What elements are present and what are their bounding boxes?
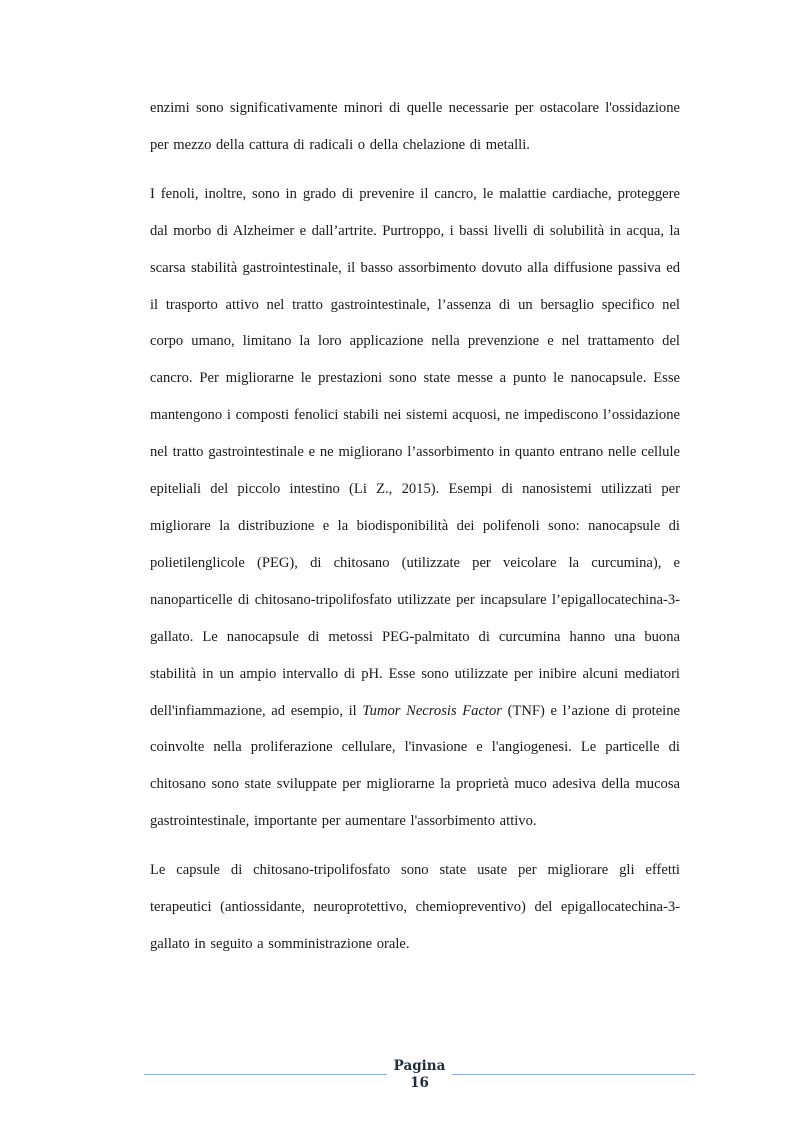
page-number: 16 [410, 1075, 429, 1091]
document-body [150, 90, 680, 975]
text-segment: (TNF) e l’azione di proteine coinvolte nella proliferazione cellulare, l'invasione e l'angiogenesi. Le particelle di chitosano sono state sviluppate per migliorarne la proprietà muco adesiva della mucosa gastrointestinale, importante per aumentare l'assorbimento attivo. [150, 702, 680, 830]
text-segment: enzimi sono significativamente minori di quelle necessarie per ostacolare l'ossidazione per mezzo della cattura di radicali o della chelazione di metalli. [150, 100, 680, 153]
paragraph-1 [150, 90, 680, 164]
page-label-text: Pagina [393, 1058, 446, 1074]
paragraph-3 [150, 852, 680, 963]
page-number-label [387, 1058, 452, 1092]
footer-rule-left [144, 1074, 387, 1075]
page-footer [144, 1058, 695, 1098]
footer-rule-right [452, 1074, 695, 1075]
italic-term: Tumor Necrosis Factor [362, 702, 502, 719]
paragraph-2 [150, 176, 680, 840]
text-segment: Le capsule di chitosano-tripolifosfato sono state usate per migliorare gli effetti terapeutici (antiossidante, neuroprotettivo, chemiopreventivo) del epigallocatechina-3-gallato in seguito a somministrazione orale. [150, 862, 680, 952]
text-segment: I fenoli, inoltre, sono in grado di prevenire il cancro, le malattie cardiache, proteggere dal morbo di Alzheimer e dall’artrite. Purtroppo, i bassi livelli di solubilità in acqua, la scarsa stabilità gastrointestinale, il basso assorbimento dovuto alla diffusione passiva ed il trasporto attivo nel tratto gastrointestinale, l’assenza di un bersaglio specifico nel corpo umano, limitano la loro applicazione nella prevenzione e nel trattamento del cancro. Per migliorarne le prestazioni sono state messe a punto le nanocapsule. Esse mantengono i composti fenolici stabili nei sistemi acquosi, ne impediscono l’ossidazione nel tratto gastrointestinale e ne migliorano l’assorbimento in quanto entrano nelle cellule epiteliali del piccolo intestino (Li Z., 2015). Esempi di nanosistemi utilizzati per migliorare la distribuzione e la biodisponibilità dei polifenoli sono: nanocapsule di polietilenglicole (PEG), di chitosano (utilizzate per veicolare la curcumina), e nanoparticelle di chitosano-tripolifosfato utilizzate per incapsulare l’epigallocatechina-3-gallato. Le nanocapsule di metossi PEG-palmitato di curcumina hanno una buona stabilità in un ampio intervallo di pH. Esse sono utilizzate per inibire alcuni mediatori dell'infiammazione, ad esempio, il [150, 185, 680, 719]
